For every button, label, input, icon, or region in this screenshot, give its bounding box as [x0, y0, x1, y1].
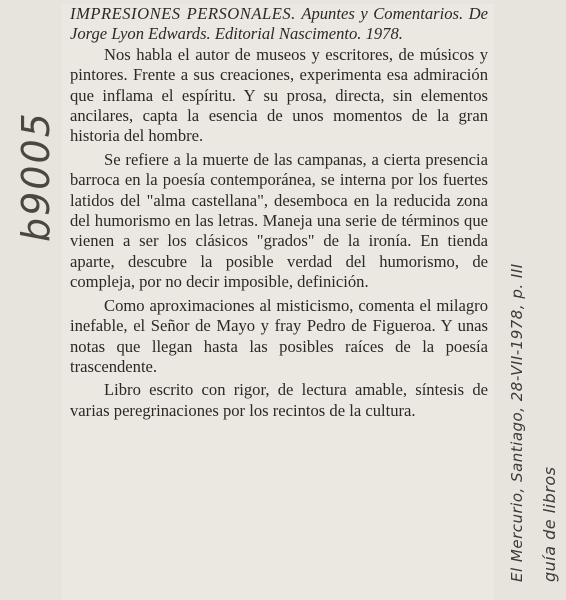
paragraph-3: Como aproximaciones al misticismo, comenta el milagro inefable, el Señor de Mayo y fray Pedro de Figueroa. Y unas notas que llegan hasta las posibles raíces de la poesía trascendente. [70, 295, 488, 376]
catalog-number-handwritten: b9005 [14, 111, 58, 242]
section-note-handwritten: guía de libros [540, 466, 559, 582]
paragraph-4: Libro escrito con rigor, de lectura amable, síntesis de varias peregrinaciones por los recintos de la cultura. [70, 380, 488, 420]
source-note-handwritten: El Mercurio, Santiago, 28-VII-1978, p. III [508, 263, 526, 582]
article-body [70, 4, 488, 421]
paragraph-2: Se refiere a la muerte de las campanas, a cierta presencia barroca en la poesía contemporánea, se interna por los fuertes latidos del "alma castellana", desemboca en la reducida zona del humorismo en las letras. Maneja una serie de términos que vienen a ser los clásicos "grados" de la ironía. En tienda aparte, descubre la posible verdad del humorismo, de compleja, por no decir imposible, definición. [70, 149, 488, 292]
book-title: IMPRESIONES PERSONALES. [70, 4, 296, 23]
book-meta: Apuntes y Comentarios. De Jorge Lyon Edwards. Editorial Nascimento. 1978. [70, 4, 488, 44]
paragraph-1: Nos habla el autor de museos y escritores, de músicos y pintores. Frente a sus creaciones, experimenta esa admiración que inflama el espíritu. Y su prosa, directa, sin elementos ancilares, capta la esencia de unos momentos de la gran historia del hombre. [70, 44, 488, 146]
article-header [70, 4, 488, 45]
